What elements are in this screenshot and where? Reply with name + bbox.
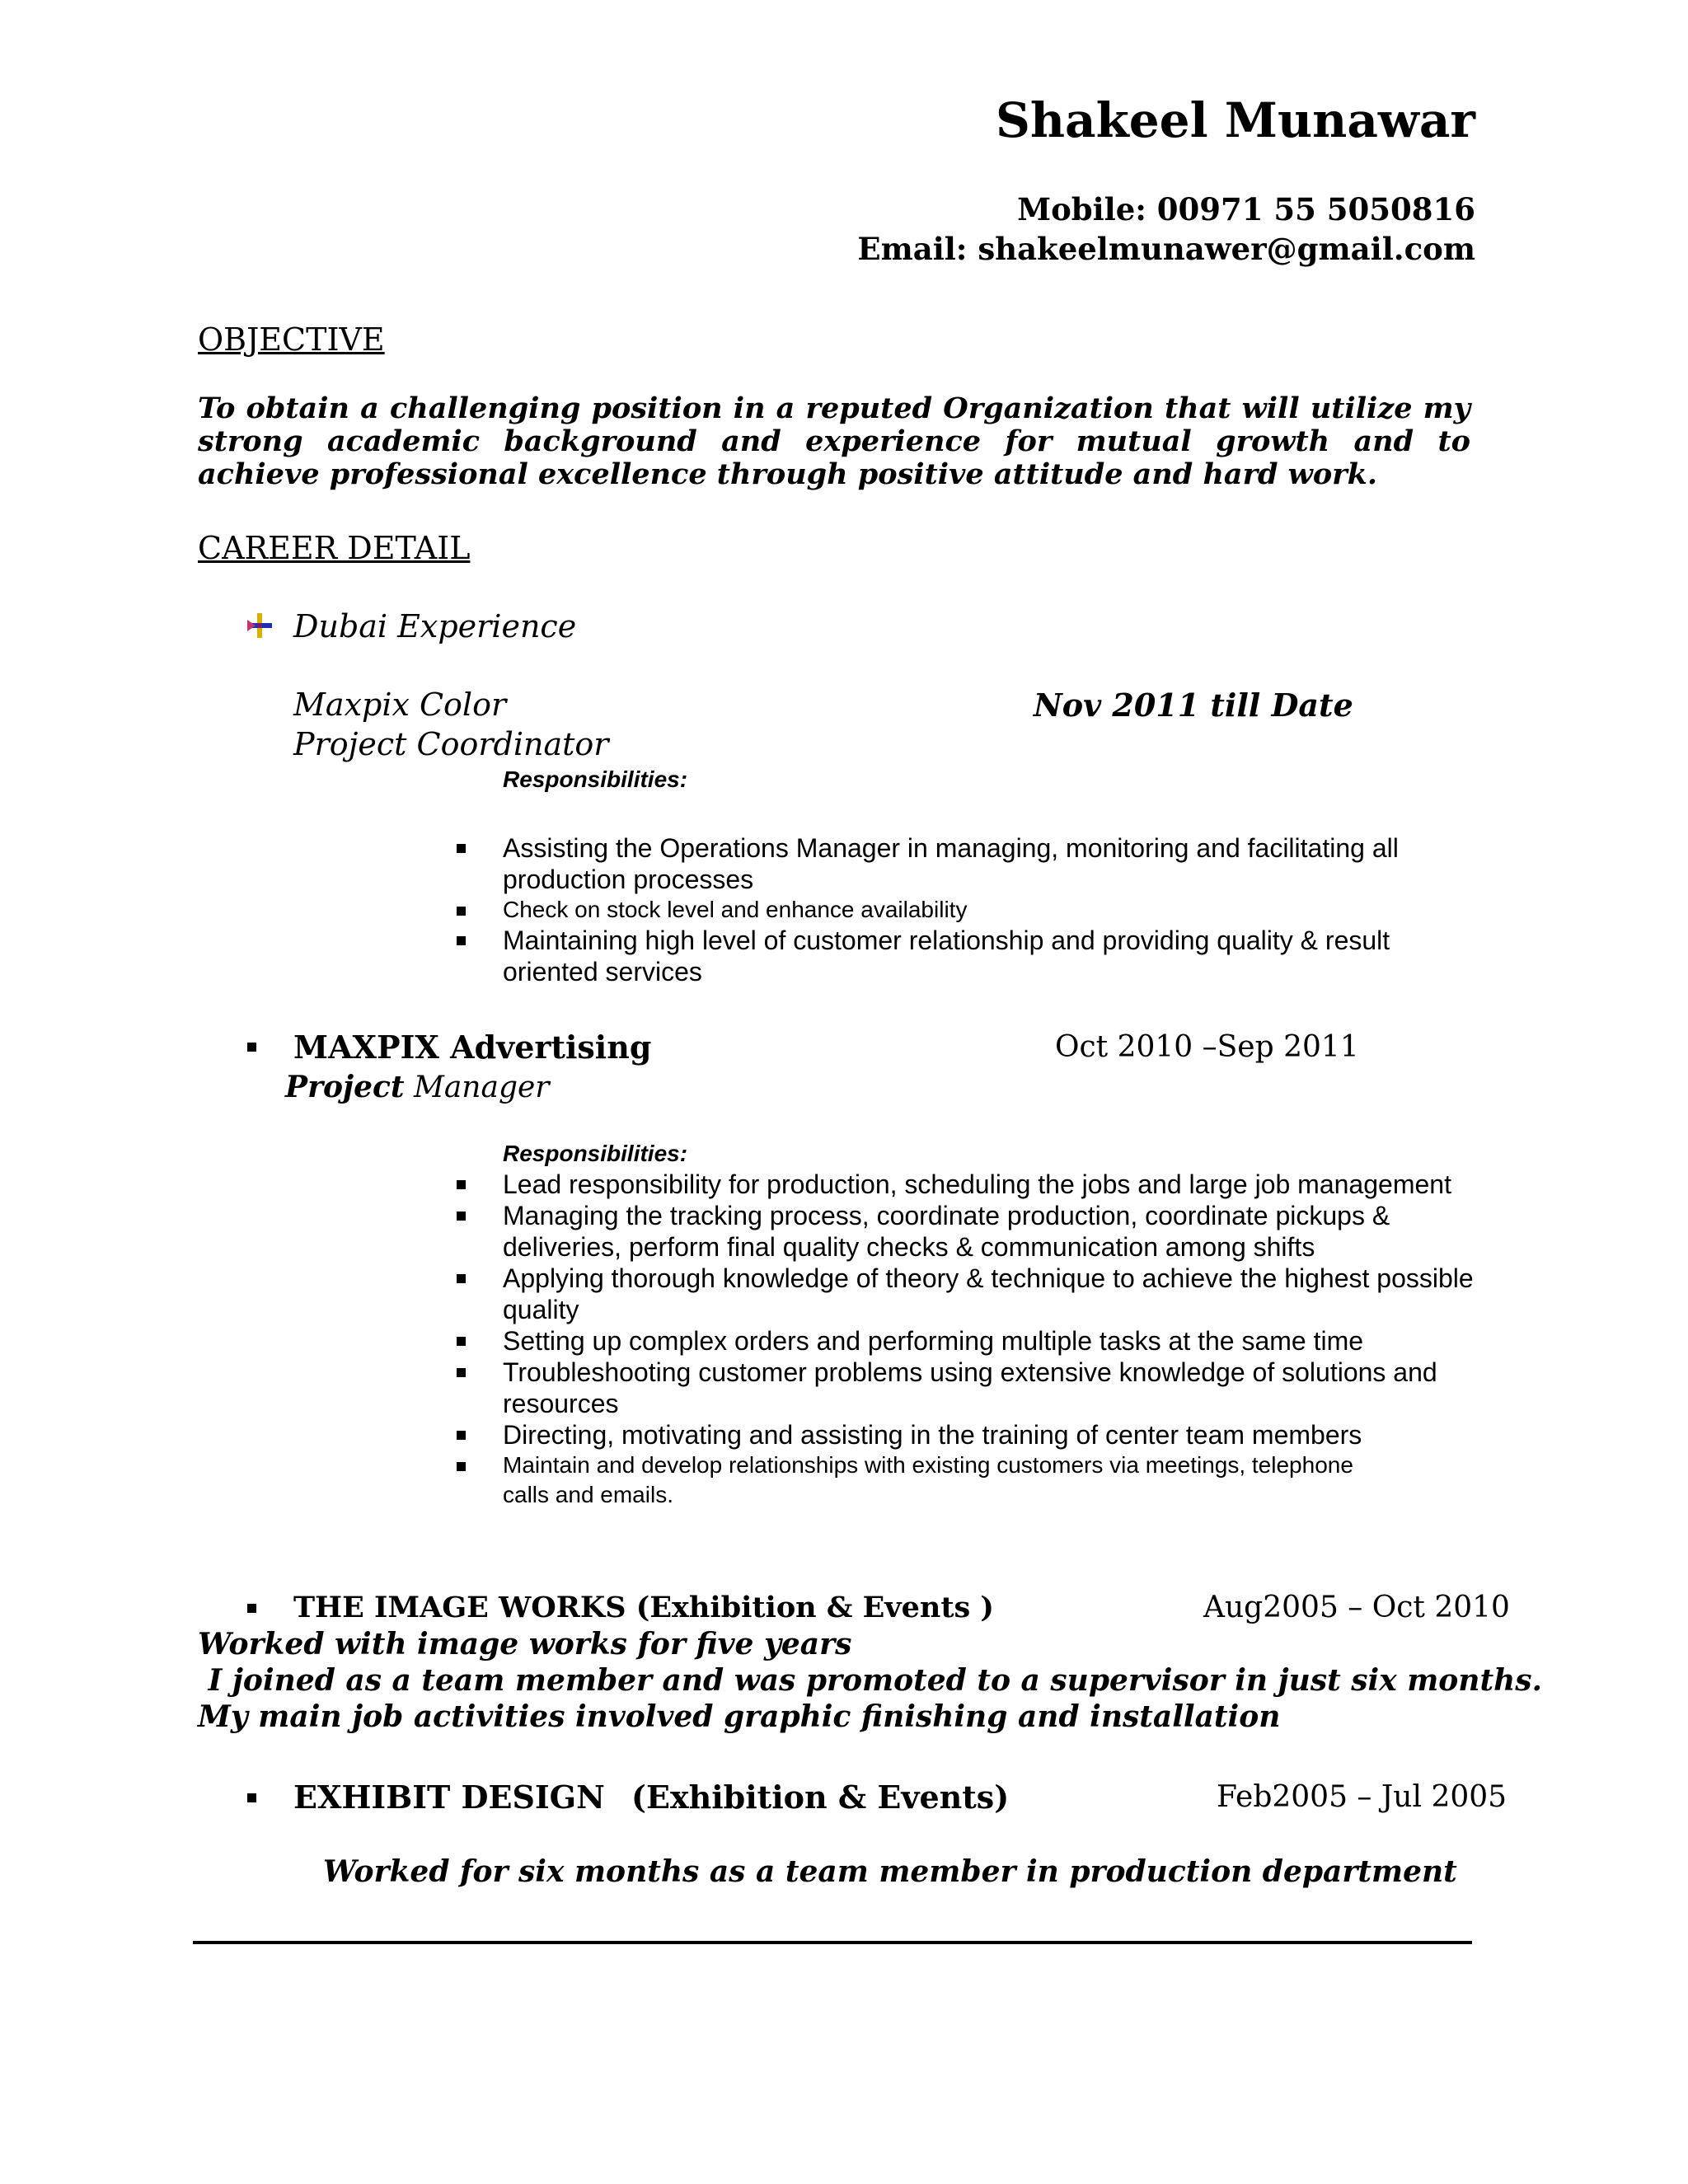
job3-line-1: Worked with image works for five years [198, 1627, 852, 1661]
list-item: Managing the tracking process, coordinate production, coordinate pickups & deliveries, perform final quality checks & communication among shifts [503, 1200, 1475, 1263]
job2-bullet [247, 1043, 256, 1052]
list-item: Directing, motivating and assisting in the training of center team members [503, 1419, 1475, 1451]
job2-responsibilities-list [503, 1169, 1475, 1510]
job1-date: Nov 2011 till Date [1034, 687, 1353, 724]
list-item: Troubleshooting customer problems using extensive knowledge of solutions and resources [503, 1357, 1475, 1419]
job1-responsibilities-label: Responsibilities: [503, 766, 688, 792]
job4-line: Worked for six months as a team member in production department [323, 1854, 1457, 1889]
job2-title: Project Manager [285, 1070, 550, 1104]
objective-text: To obtain a challenging position in a reputed Organization that will utilize my strong academic background and experience for mutual growth and to achieve professional excellence through positive attitude and hard work. [198, 391, 1470, 491]
email-address: Email: shakeelmunawer@gmail.com [857, 231, 1475, 267]
job3-bullet [247, 1604, 256, 1613]
job4-bullet [247, 1793, 256, 1802]
job4-subtitle: (Exhibition & Events) [631, 1779, 1010, 1816]
list-item: Maintaining high level of customer relationship and providing quality & result oriented services [503, 925, 1475, 987]
candidate-name: Shakeel Munawar [995, 92, 1475, 148]
job2-company: MAXPIX Advertising [293, 1029, 652, 1066]
job1-title: Project Coordinator [293, 726, 609, 762]
footer-divider [193, 1941, 1472, 1944]
job4-date: Feb2005 – Jul 2005 [1217, 1780, 1507, 1814]
job3-line-3: My main job activities involved graphic finishing and installation [198, 1699, 1281, 1734]
mobile-number: Mobile: 00971 55 5050816 [1017, 191, 1475, 227]
list-item: Maintain and develop relationships with existing customers via meetings, telephone calls and emails. [503, 1451, 1360, 1510]
job2-date: Oct 2010 –Sep 2011 [1055, 1030, 1359, 1064]
list-item: Setting up complex orders and performing multiple tasks at the same time [503, 1325, 1475, 1357]
arrow-bullet-icon [246, 612, 274, 640]
dubai-experience-label: Dubai Experience [293, 608, 577, 644]
job3-line-2: I joined as a team member and was promoted to a supervisor in just six months. [198, 1663, 1543, 1698]
list-item: Applying thorough knowledge of theory & technique to achieve the highest possible quality [503, 1263, 1475, 1325]
list-item: Assisting the Operations Manager in managing, monitoring and facilitating all production processes [503, 832, 1475, 895]
list-item: Check on stock level and enhance availability [503, 895, 1475, 925]
career-detail-heading: CAREER DETAIL [198, 530, 471, 566]
objective-heading: OBJECTIVE [198, 321, 385, 358]
job3-date: Aug2005 – Oct 2010 [1203, 1591, 1510, 1624]
job3-company: THE IMAGE WORKS (Exhibition & Events ) [293, 1591, 994, 1624]
job4-company: EXHIBIT DESIGN [293, 1779, 605, 1816]
job1-company: Maxpix Color [293, 687, 507, 723]
job2-responsibilities-label: Responsibilities: [503, 1141, 688, 1166]
job1-responsibilities-list [503, 832, 1475, 987]
list-item: Lead responsibility for production, scheduling the jobs and large job management [503, 1169, 1475, 1200]
